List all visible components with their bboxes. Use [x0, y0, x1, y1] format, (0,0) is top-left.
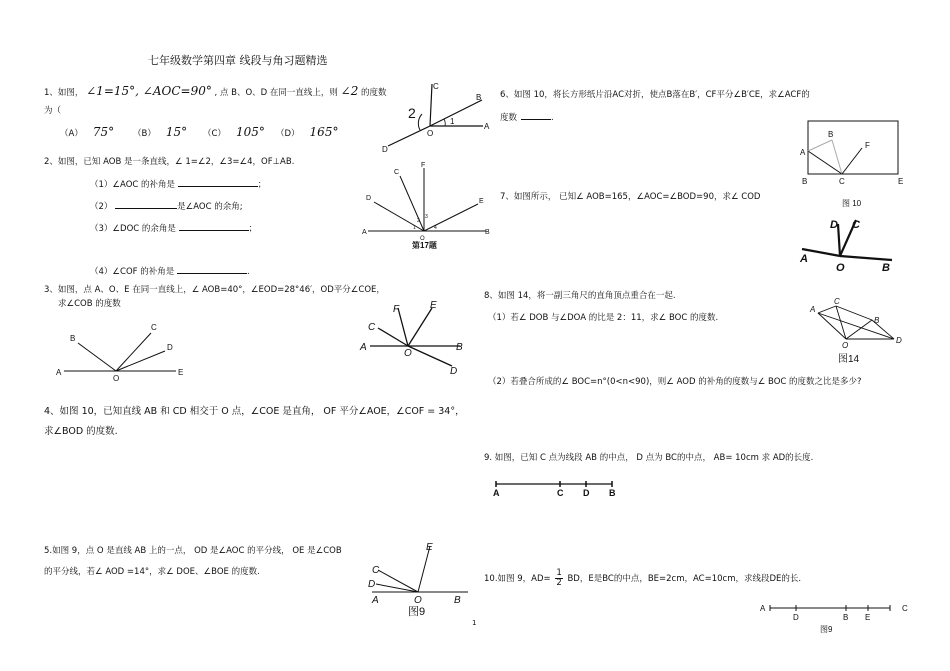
- label-b: B: [843, 613, 849, 622]
- ray-oe: [408, 308, 432, 346]
- label-b: B: [454, 595, 461, 606]
- label-o: O: [404, 348, 412, 359]
- label-e: E: [426, 542, 433, 553]
- segment-ob: [846, 320, 872, 339]
- segment-b-prime-c: [832, 140, 842, 174]
- q5-figure: [364, 540, 476, 618]
- label-e: E: [865, 613, 871, 622]
- label-a: A: [760, 604, 766, 613]
- label-c: C: [433, 82, 439, 91]
- q8-line1: 8、如图 14，将一副三角尺的直角顶点重合在一起.: [484, 291, 676, 301]
- label-a: A: [56, 368, 62, 377]
- q2-text: 2、如图，已知 AOB 是一条直线，∠ 1=∠2，∠3=∠4，OF⊥AB.: [44, 157, 295, 167]
- label-c: C: [834, 297, 840, 306]
- q1-line2: 为（: [44, 106, 62, 116]
- q1-prefix: 1、如图，: [44, 88, 84, 98]
- ray-od: [388, 126, 430, 146]
- q9-figure: [490, 478, 620, 500]
- label-3: 3: [425, 214, 428, 220]
- fraction-denominator: 2: [556, 578, 562, 588]
- label-c: C: [394, 169, 400, 176]
- label-c: C: [839, 177, 845, 186]
- label-1: 1: [413, 225, 416, 231]
- label-o: O: [113, 374, 120, 383]
- figure-caption: 图 10: [842, 199, 862, 208]
- label-o: O: [842, 341, 849, 350]
- label-a: A: [800, 253, 808, 265]
- ray-od: [374, 202, 424, 231]
- q1-tail: 的度数: [361, 88, 387, 98]
- label-d: D: [366, 195, 372, 202]
- label-b: B: [882, 262, 890, 274]
- q10-suffix: BD，E是BC的中点，BE=2cm，AC=10cm，求线段DE的长.: [567, 574, 802, 584]
- label-d: D: [368, 579, 376, 590]
- q1-line1: [44, 86, 387, 99]
- label-a: A: [493, 488, 500, 498]
- q6-line2: 度数 .: [500, 113, 554, 123]
- label-b: B: [456, 342, 463, 353]
- label-b-prime: B: [828, 130, 834, 139]
- label-a: A: [800, 148, 806, 157]
- rectangle: [808, 121, 898, 174]
- ray-ob: [840, 256, 892, 260]
- q2-item-4: （4）∠COF 的补角是 .: [90, 267, 250, 277]
- label-e: E: [479, 198, 484, 205]
- label-b: B: [70, 334, 76, 343]
- label-b: B: [802, 177, 808, 186]
- figure-caption: 第17题: [412, 241, 437, 250]
- fold-line-ac: [808, 151, 842, 174]
- ray-cf: [842, 148, 862, 174]
- ray-oc: [116, 333, 151, 371]
- figure-caption: 图9: [408, 606, 426, 618]
- q4-line1: 4、如图 10，已知直线 AB 和 CD 相交于 O 点，∠COE 是直角， OF 平分∠AOE，∠COF = 34°，: [44, 406, 465, 417]
- segment-ac: [818, 306, 836, 313]
- q8-part1: （1）若∠ DOB 与∠DOA 的比是 2：11，求∠ BOC 的度数.: [488, 313, 719, 323]
- ray-od: [408, 346, 452, 366]
- angle1-arc: [444, 119, 445, 126]
- q10-figure: [756, 598, 916, 638]
- q7-figure: [798, 214, 898, 276]
- q8-figure: [808, 296, 908, 368]
- label-c: C: [372, 565, 380, 576]
- label-e: E: [430, 300, 437, 311]
- q1-option-c: （C） 105°: [203, 125, 265, 139]
- ray-oc: [400, 176, 424, 231]
- label-d: D: [830, 219, 838, 231]
- q3-figure-right: [360, 298, 470, 376]
- q10-fraction: [555, 569, 562, 588]
- label-1: 1: [450, 117, 455, 126]
- ray-oc: [430, 84, 432, 126]
- label-c: C: [151, 323, 157, 332]
- label-f: F: [393, 304, 400, 315]
- q1-text: , 点 B、O、D 在同一直线上，则: [214, 88, 338, 98]
- label-d: D: [450, 366, 458, 377]
- label-c: C: [557, 488, 564, 498]
- page-title: 七年级数学第四章 线段与角习题精选: [148, 54, 328, 67]
- q1-option-b: （B） 15°: [133, 125, 188, 139]
- q2-figure: [362, 160, 492, 250]
- figure-caption: 图9: [820, 625, 833, 634]
- label-o: O: [414, 595, 422, 606]
- label-c: C: [368, 322, 376, 333]
- q10-prefix: 10.如图 9，AD=: [484, 574, 551, 584]
- q10-text: [484, 569, 801, 588]
- label-a: A: [372, 595, 379, 606]
- figure-caption: 图14: [838, 354, 860, 365]
- q2-item-3: （3）∠DOC 的余角是 ；: [90, 224, 258, 234]
- label-a: A: [810, 305, 816, 314]
- segment-ad: [818, 313, 894, 339]
- ray-od: [116, 351, 165, 371]
- q2-item-1: （1）∠AOC 的补角是 ；: [90, 180, 267, 190]
- segment-ab-prime: [808, 140, 832, 151]
- ray-oe: [424, 204, 478, 231]
- label-c: C: [852, 219, 860, 231]
- angle2-arc: [418, 114, 422, 130]
- ray-ob: [430, 100, 482, 126]
- q1-option-a: （A） 75°: [60, 125, 115, 139]
- q1-figure: [378, 78, 493, 153]
- q1-option-d: （D） 165°: [276, 125, 339, 139]
- q6-figure: [796, 118, 908, 210]
- ray-oc: [378, 570, 418, 592]
- label-d: D: [896, 336, 902, 345]
- q7-text: 7、如图所示， 已知∠ AOB=165，∠AOC=∠BOD=90，求∠ COD: [500, 192, 761, 202]
- label-2: 2: [408, 105, 416, 121]
- label-f: F: [421, 162, 426, 169]
- label-c: C: [902, 604, 908, 613]
- label-o: O: [420, 236, 425, 242]
- label-o: O: [836, 262, 845, 274]
- q2-item-2: （2） 是∠AOC 的余角;: [90, 202, 243, 212]
- q5-line1: 5.如图 9，点 O 是直线 AB 上的一点， OD 是∠AOC 的平分线， OE 是∠COB: [44, 546, 342, 556]
- label-e: E: [898, 177, 904, 186]
- label-d: D: [167, 343, 173, 352]
- q3-figure-left: [52, 320, 187, 382]
- label-a: A: [484, 122, 490, 131]
- label-e: E: [178, 368, 184, 377]
- label-o: O: [427, 129, 434, 138]
- label-2: 2: [417, 218, 420, 224]
- q1-condition-math: ∠1=15°, ∠AOC=90°: [86, 84, 212, 98]
- ray-ob: [78, 343, 116, 371]
- q3-line1: 3、如图，点 A、O、E 在同一直线上，∠ AOB=40°，∠EOD=28°46′，OD平分∠COE，: [44, 285, 385, 295]
- q4-line2: 求∠BOD 的度数.: [44, 426, 118, 437]
- label-d: D: [583, 488, 590, 498]
- q5-line2: 的平分线，若∠ AOD =14°，求∠ DOE、∠BOE 的度数.: [44, 567, 260, 577]
- q6-line1: 6、如图 10，将长方形纸片沿AC对折，使点B落在B′，CF平分∠B′CE，求∠ACF的: [500, 90, 810, 100]
- q3-line2: 求∠COB 的度数: [58, 299, 121, 309]
- segment-cb: [836, 306, 872, 320]
- label-f: F: [865, 141, 870, 150]
- label-d: D: [382, 145, 388, 154]
- page-number: 1: [472, 619, 477, 627]
- label-a: A: [360, 342, 367, 353]
- fraction-numerator: 1: [556, 568, 562, 578]
- label-b: B: [874, 316, 880, 325]
- q1-angle: ∠2: [340, 84, 359, 98]
- label-a: A: [362, 229, 367, 236]
- ray-od: [838, 224, 840, 256]
- label-4: 4: [434, 225, 437, 231]
- q8-part2: （2）若叠合所成的∠ BOC=n°(0<n<90)，则∠ AOD 的补角的度数与∠ BOC 的度数之比是多少?: [488, 377, 862, 387]
- label-b: B: [609, 488, 616, 498]
- q9-text: 9. 如图，已知 C 点为线段 AB 的中点， D 点为 BC的中点， AB= 10cm 求 AD的长度.: [484, 453, 814, 463]
- label-b: B: [476, 93, 482, 102]
- label-b: B: [485, 229, 490, 236]
- label-d: D: [793, 613, 799, 622]
